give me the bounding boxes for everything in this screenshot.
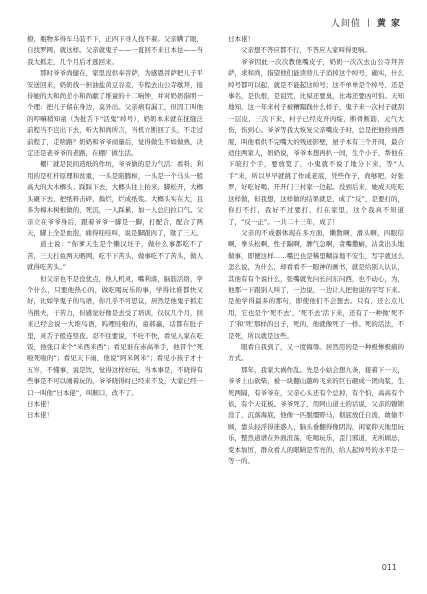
paragraph: 父亲的不成器体现在多方面，懒散啊，滑头啊，四眼信啊，拳头松啊，性子踹啊，脾气急啊，贪嘴撒癖，沾贪出头地做事，即便这样……嘴巴也是稀里糊涂地不安生，写字就这么怎么说，为什么，却看看不一眼神的画书，就是给别人认认，其他有有个说什么，张嘴就先问长问东问西，也不动心，为，他那一下跟别人叫了，一边说，一边让人把他说的字写下来。是他学得最多的那句，即使他们不会想去。只有，还么点儿用，它也是个‘死不去’，‘死不去’活下来，还有了一种像‘死不了’和‘死’那样的日子，死的，他就像死了一样。死的活法，不是死，所以就是这些。: [228, 228, 404, 340]
paragraph: 日本佬！: [27, 411, 53, 420]
paragraph: 日本佬！: [228, 35, 254, 43]
paragraph: 眼看自我到了，又一度侮辱。居然用的是一种极惨极痛的方式。: [228, 342, 404, 363]
paragraph: 但父亲也不是没优点，他人机灵，嘴利落，脑筋活络，学个什么，只要他热心的，做吃喝玩乐的事，学得比谁都快又好，比如学鬼子的鸟语，你几乎不可思议，居然是他鬼子抓走当挑夫，干苦力，但感觉好像是去受了培训，仅仅几个月，回来已经会说一大堆鸟语，呜哩哇啦的，童郝赢，话都在肚子里，灵舌子般连竖夜。忍不住要说，不吐不快，看见人家在吃饭，他张口来个“米西米西”；看见谁在赤高举手，他冒个“死啦死啦的”；看见天下雨，他说“阿米阿米”；看见小孩子才十五岁，不懂事，说是饮，觉得这样好玩，当本事是，不晓得有些事是不可以闹着玩的。爷爷晓得时已经来不及，大家已经一口一叫他“日本佬”，叫顺口，改不了。: [27, 274, 203, 397]
paragraph: 撩，瓶物多得车马装不下，正四下寻人找不着。父亲瞒了眼，自找罗网，就这样。父亲就鬼子——一直回不来日本住——当我大抓走，几个月后才逃回来。: [27, 35, 203, 66]
paragraph: 那年，我家大祸作乱。先是小姑会想九条，接着下一天，爷爷上山砍柴，被一块翻山越岭飞来的巨石砸成一团肉浆，生死两隔，有爷爷在，父亲心头还有个总掉，有个怕，高高有个依，有个天花板。爷爷死了，用阿山道士的话说，父亲的镣锁没了，沉落海底，他像一匹脱缰野马，彻底放任自流，敢偷不顾，靠头轻浮得迷惑人，脑头垂翻得像阴沟，闲家仰天地里玩乐，整然道谱在外面浪荡，吃喝玩乐，歪门邪道，无所顾忌，变本加厉，群众看人的眼睛是雪亮的，给人起绰号的水平是一等一的。: [228, 365, 404, 466]
paragraph: 棚厂就是民间造纸的作坊，爷爷做的是力气活：看料、利用的是杠杆原理和贫重，一头是陷腾枢，一头是一个马头一般高大的大木榔头；踩踩下去，大榔头往上抬来，脚松开，大榔头砸下去，把纸料击碎、捣烂，烂成纸浆。大榔头实在大，且多为樟木树根做的，死沉，一人踩累，加一人总归拉口气。父亲立在爷爷身后，跟着爷爷一脚是一脚，打配合，配合了两天，脚上全是血泡，痛得哇哇叫，说是脚跟肉了，歇了三天。: [27, 160, 203, 237]
paragraph: 爷爷因此一次次教他嘴皮子，奶奶一次次去山公寺拜菩萨，求和尚，指望他们能读替儿子消掉这个绰号，确实，什么绰号都可以起，就是不能起这绰号；这不单单是个绰号，还是事名，是仇恨，是诅咒，比屎还要臭，比毒还要凶可怕。天知地知，这一年来村子被糟蹋践什么样子，鬼子来一次村子就刮一层皮，三次下来，村子已经皮开肉绽，断骨断筋，元气大伤，伤到心。爷爷等我大恢复父亲嘴皮子时，总是把他拎到西厦，叫他看供不完嘴大的残迹影壁，屋子本有三个开间，最合适住两家人，奶奶说，爷爷本想再扒一间，生个小子，帮他在下皖打个手，要放宽了，小鬼就不说了地分下来，等“人手”来，所以早早就挑了作成老底，凭些作子，尚够吧，好张罗，好吃好喝，开开门三村家一边起。没到后来，她成天吃吃这样做，但我想，这样做的结果就是，成了“反”，是要打的，你打不打，我好不过要打，打在家里，这个我真不知道了，“反一正”。一共二十三年，成了！: [228, 57, 404, 226]
paragraph: 日本佬！: [27, 400, 53, 408]
paragraph: 父亲想不答应都不行，不答应人家叫得更响。: [241, 46, 371, 55]
paragraph: 那时爷爷尚健在，家里没供奉菩萨，为感恩菩萨把儿子平安送回来，奶奶找一担油盐黄豆谷麦，专程去山公寺歇拜，接待她的大和尚差小和尚献了堆童的十二响钟，并对奶奶指明一个理：把儿子留在身边，莫外出。父亲病有漏工，但因工叫他的哼嘛稍知童（为批舌下“活鬼”绰号），奶奶本来就在抚缝泛前程当不岂出下去，听大和尚所言，当机立断回了头，不走过前程了，走啥路？奶奶和爷爷商量后，觉得做生不如做熟，决定还是老爷爷的老路，在棚厂做生活。: [27, 69, 203, 158]
left-text-column: [27, 34, 203, 558]
header-separator: 丨: [363, 19, 374, 29]
right-text-column: [228, 34, 404, 558]
paragraph: 道士说：“你爹天生是个懒汉坯子，做什么事都吃不了苦，三天打鱼两天晒网，吃不下苦头，做事吃不了苦头，做人就得吃苦头。”: [27, 240, 203, 272]
page-number: 011: [381, 563, 397, 572]
running-header: [331, 16, 401, 29]
author-name: 黄 家: [376, 19, 401, 29]
section-title: 人间值: [330, 19, 361, 29]
